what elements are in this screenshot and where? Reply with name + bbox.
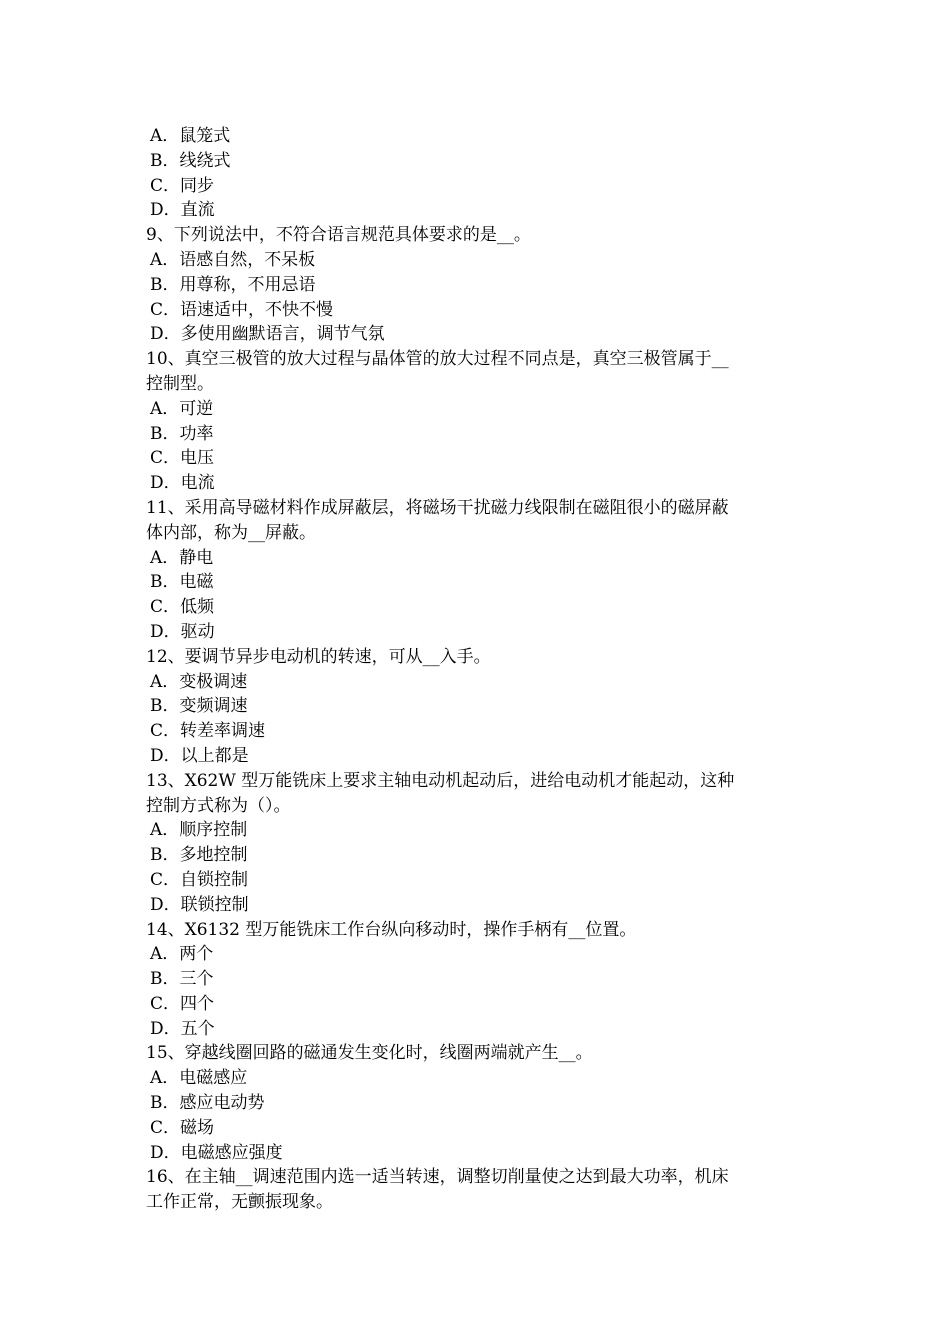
option-line: B．感应电动势 [150,1093,265,1114]
question-line: 控制方式称为（）。 [146,795,291,816]
option-line: A．顺序控制 [150,820,248,841]
question-line: 控制型。 [146,373,214,394]
option-line: C．磁场 [150,1117,215,1138]
question-line: 13、X62W 型万能铣床上要求主轴电动机起动后，进给电动机才能起动，这种 [146,770,735,791]
option-line: D．电流 [150,473,215,494]
option-line: C．低频 [150,597,215,618]
option-line: D．驱动 [150,621,215,642]
option-line: A．语感自然，不呆板 [150,249,316,270]
option-line: A．可逆 [150,398,214,419]
option-line: D．电磁感应强度 [150,1142,283,1163]
option-line: B．多地控制 [150,845,248,866]
option-line: A．静电 [150,547,214,568]
option-line: C．转差率调速 [150,721,266,742]
option-line: B．用尊称，不用忌语 [150,274,316,295]
option-line: A．鼠笼式 [150,126,231,146]
option-line: C．电压 [150,448,215,469]
question-line: 15、穿越线圈回路的磁通发生变化时，线圈两端就产生__。 [146,1043,593,1064]
question-line: 12、要调节异步电动机的转速，可从__入手。 [146,646,491,667]
option-line: B．线绕式 [150,150,231,171]
option-line: B．功率 [150,423,214,444]
option-line: B．三个 [150,969,214,990]
option-line: C．同步 [150,175,215,196]
document-page [146,124,810,1215]
option-line: D．五个 [150,1018,215,1039]
option-line: C．四个 [150,993,215,1014]
question-line: 体内部，称为__屏蔽。 [146,522,316,543]
option-line: D．联锁控制 [150,894,249,915]
option-line: A．变极调速 [150,671,248,692]
option-line: D．多使用幽默语言，调节气氛 [150,324,385,345]
question-line: 11、采用高导磁材料作成屏蔽层，将磁场干扰磁力线限制在磁阻很小的磁屏蔽 [146,497,729,518]
option-line: C．语速适中，不快不慢 [150,299,334,320]
option-line: D．以上都是 [150,745,249,766]
question-line: 16、在主轴__调速范围内选一适当转速，调整切削量使之达到最大功率，机床 [146,1167,729,1188]
question-line: 14、X6132 型万能铣床工作台纵向移动时，操作手柄有__位置。 [146,919,637,940]
option-line: A．电磁感应 [150,1068,248,1089]
option-line: D．直流 [150,200,215,221]
question-line: 工作正常，无颤振现象。 [146,1192,333,1213]
question-line: 10、真空三极管的放大过程与晶体管的放大过程不同点是，真空三极管属于__ [146,349,729,370]
question-line: 9、下列说法中，不符合语言规范具体要求的是__。 [146,225,531,246]
option-line: A．两个 [150,944,214,965]
option-line: B．变频调速 [150,696,248,717]
option-line: B．电磁 [150,572,214,593]
option-line: C．自锁控制 [150,869,249,890]
